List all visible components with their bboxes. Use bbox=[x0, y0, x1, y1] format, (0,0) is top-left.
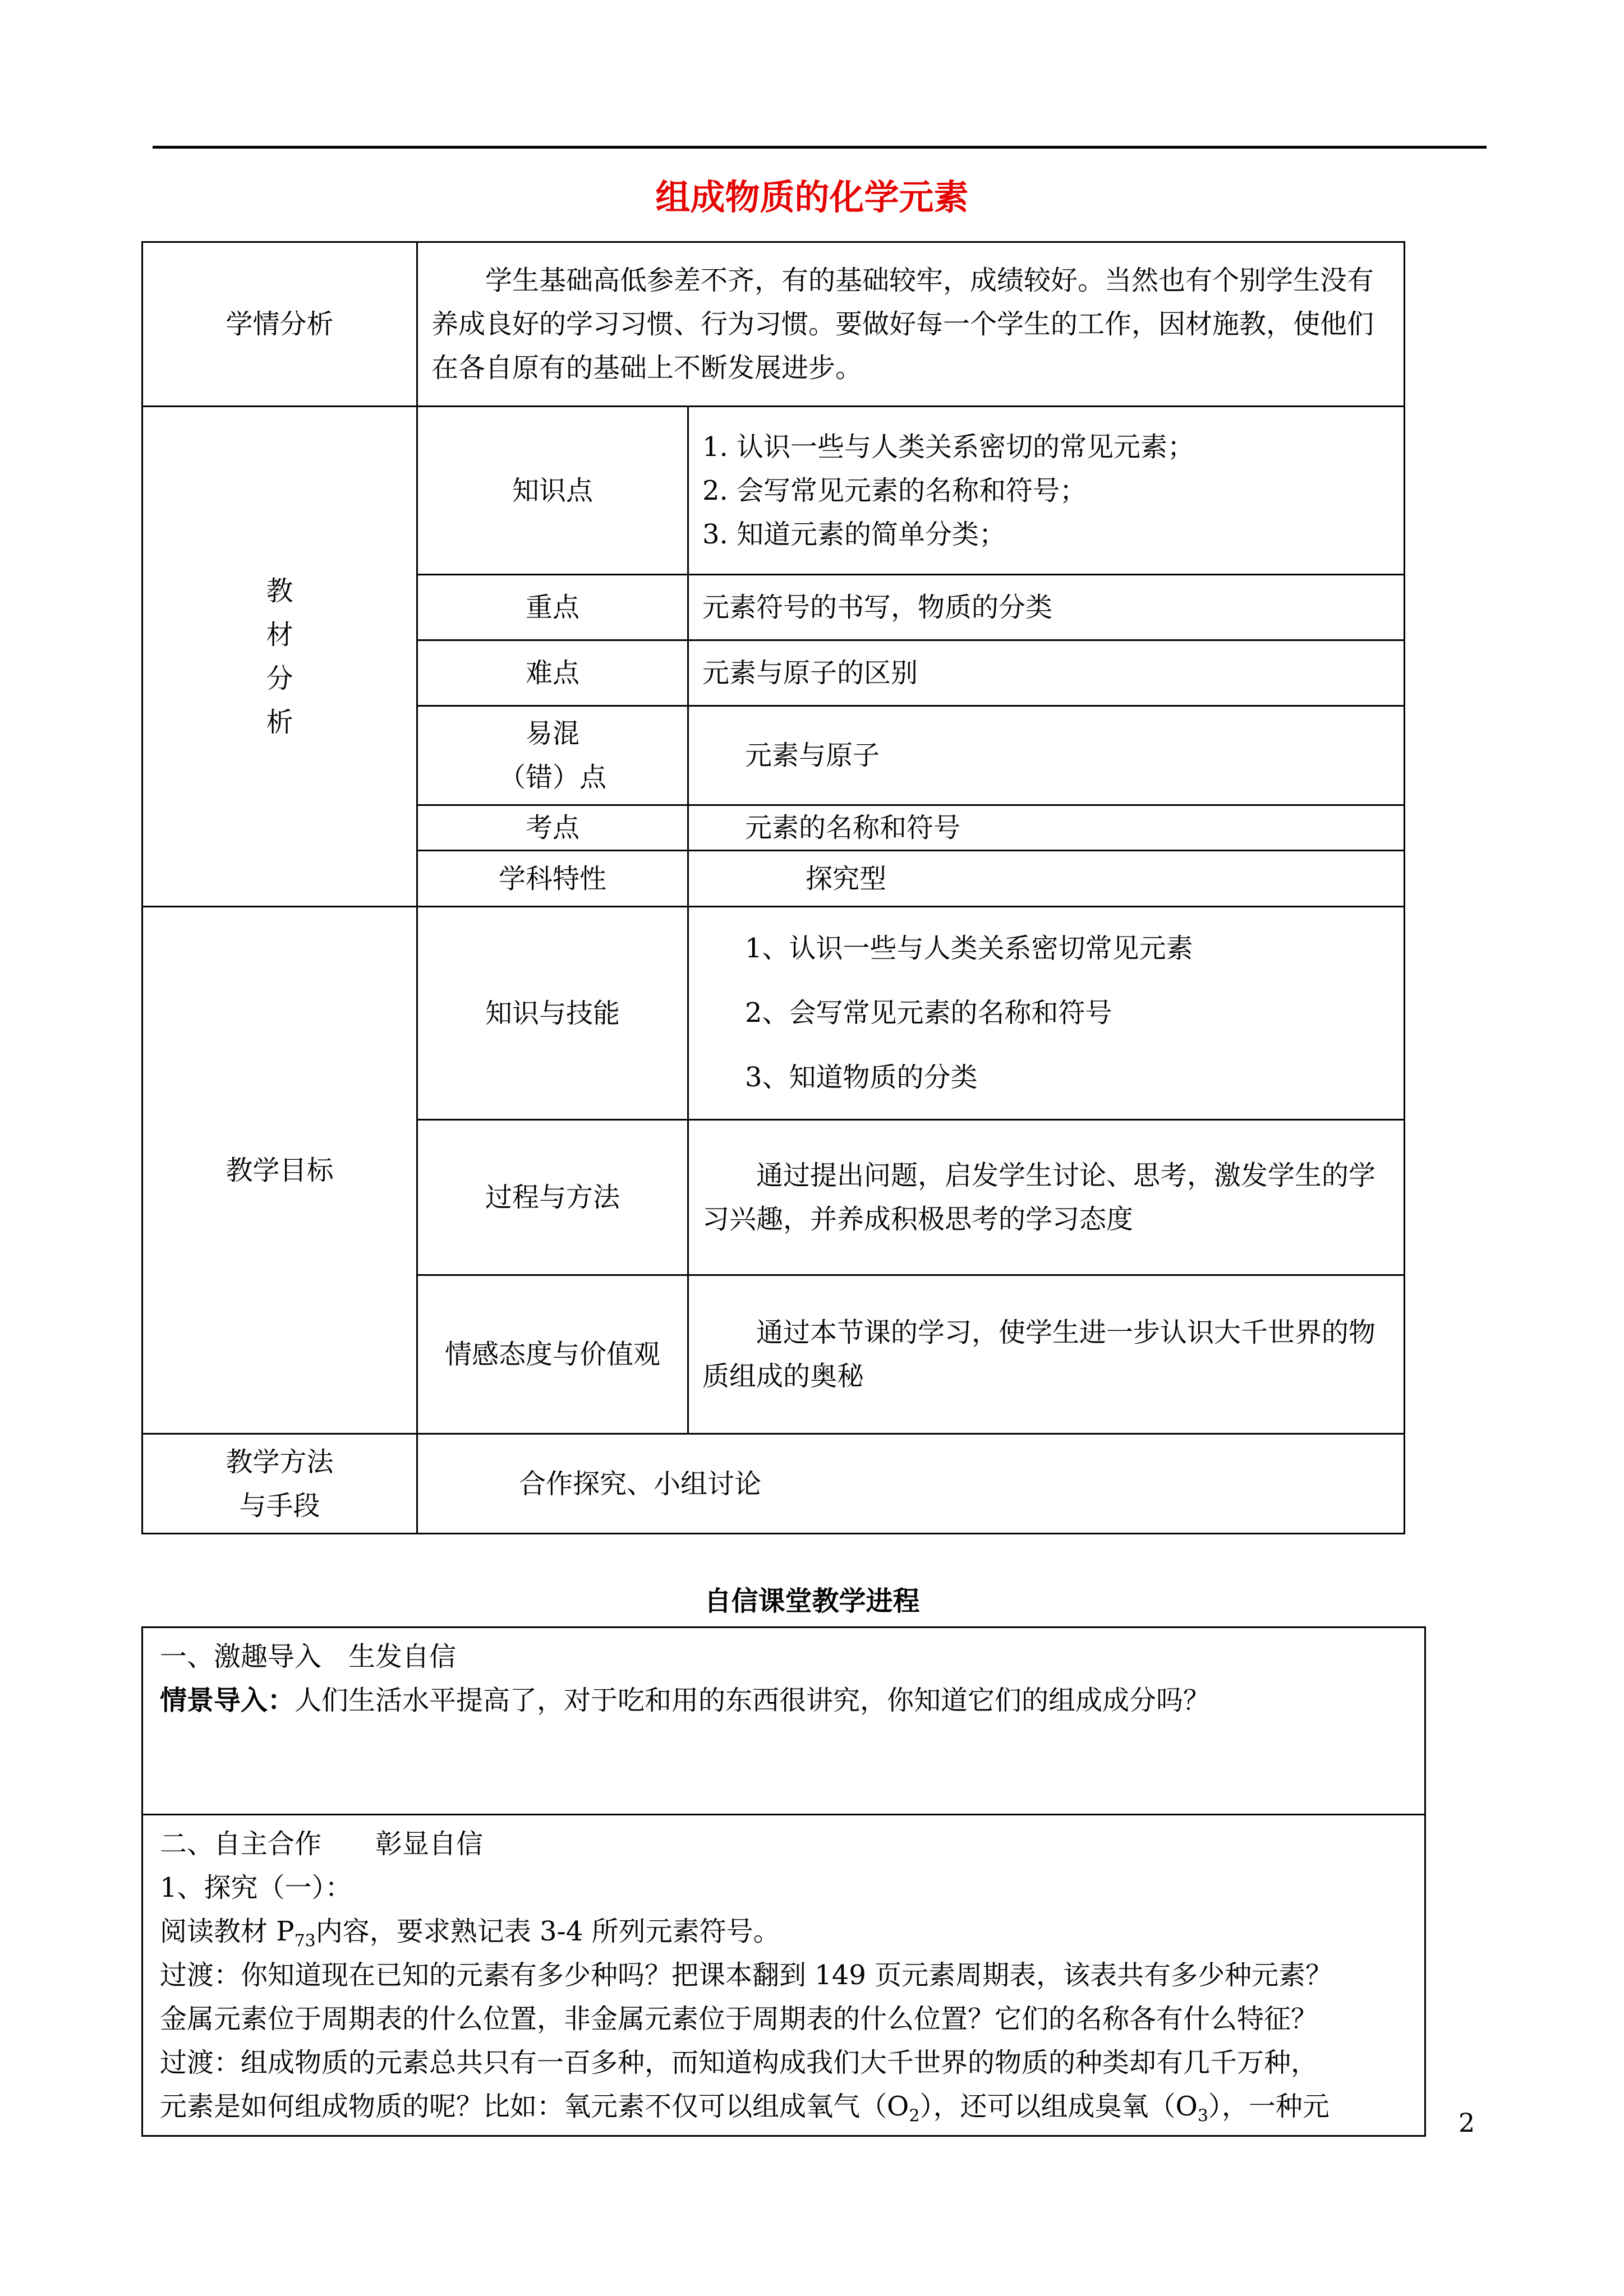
key-point-value: 元素符号的书写，物质的分类 bbox=[688, 575, 1405, 640]
section2-transition-2b: 元素是如何组成物质的呢？比如：氧元素不仅可以组成氧气$(O_2)$，还可以组成臭氧$(O_3)$，一种元 bbox=[160, 2091, 1329, 2126]
subject-trait-label: 学科特性 bbox=[417, 851, 688, 907]
knowledge-point-label: 知识点 bbox=[417, 407, 688, 575]
page-title: 组成物质的化学元素 bbox=[655, 177, 969, 218]
process-section bbox=[142, 1815, 1425, 2136]
section2-inquiry: 1、探究（一）： bbox=[160, 1872, 352, 1903]
exam-point-value: 元素的名称和符号 bbox=[688, 805, 1405, 851]
knowledge-skill-value: 1、认识一些与人类关系密切常见元素 2、会写常见元素的名称和符号 3、知道物质的分类 bbox=[688, 907, 1405, 1120]
knowledge-point-value: 1. 认识一些与人类关系密切的常见元素； 2. 会写常见元素的名称和符号； 3. 知道元素的简单分类； bbox=[688, 407, 1405, 575]
attitude-values-value: 通过本节课的学习，使学生进一步认识大千世界的物质组成的奥秘 bbox=[688, 1275, 1405, 1434]
student-analysis-row bbox=[142, 242, 1405, 407]
teaching-goals-label: 教学目标 bbox=[142, 907, 417, 1434]
section2-transition-2: 过渡：组成物质的元素总共只有一百多种，而知道构成我们大千世界的物质的种类却有几千万种， bbox=[160, 2047, 1318, 2078]
goals-row bbox=[142, 907, 1405, 1120]
process-method-value: 通过提出问题，启发学生讨论、思考，激发学生的学习兴趣，并养成积极思考的学习态度 bbox=[688, 1120, 1405, 1275]
student-analysis-label: 学情分析 bbox=[142, 242, 417, 407]
methods-label: 教学方法 与手段 bbox=[142, 1434, 417, 1534]
exam-point-label: 考点 bbox=[417, 805, 688, 851]
teaching-process-table bbox=[141, 1626, 1426, 2137]
section2-reading: 阅读教材 $P_{73}$内容，要求熟记表 3-4 所列元素符号。 bbox=[160, 1916, 780, 1951]
confusion-label: 易混 （错）点 bbox=[417, 706, 688, 805]
section2-heading: 二、自主合作 彰显自信 bbox=[160, 1828, 484, 1860]
attitude-values-label: 情感态度与价值观 bbox=[417, 1275, 688, 1434]
subject-trait-value: 探究型 bbox=[688, 851, 1405, 907]
knowledge-skill-label: 知识与技能 bbox=[417, 907, 688, 1120]
material-row bbox=[142, 407, 1405, 575]
key-point-label: 重点 bbox=[417, 575, 688, 640]
methods-row bbox=[142, 1434, 1405, 1534]
page-number: 2 bbox=[1459, 2108, 1475, 2138]
process-method-label: 过程与方法 bbox=[417, 1120, 688, 1275]
header-rule bbox=[153, 146, 1487, 149]
section2-transition-1b: 金属元素位于周期表的什么位置，非金属元素位于周期表的什么位置？它们的名称各有什么特征？ bbox=[160, 2003, 1318, 2035]
methods-value: 合作探究、小组讨论 bbox=[417, 1434, 1405, 1534]
difficulty-label: 难点 bbox=[417, 640, 688, 706]
section1-intro: 情景导入：人们生活水平提高了，对于吃和用的东西很讲究，你知道它们的组成成分吗？ bbox=[160, 1685, 1211, 1716]
section2-transition-1: 过渡：你知道现在已知的元素有多少种吗？把课本翻到 149 页元素周期表，该表共有多少种元素？ bbox=[160, 1960, 1333, 1991]
process-section bbox=[142, 1628, 1425, 1815]
section-cooperation bbox=[142, 1815, 1425, 2136]
section-intro bbox=[142, 1628, 1425, 1815]
material-analysis-label: 教 材 分 析 bbox=[142, 407, 417, 907]
student-analysis-text: 学生基础高低参差不齐，有的基础较牢，成绩较好。当然也有个别学生没有养成良好的学习习惯、行为习惯。要做好每一个学生的工作，因材施教，使他们在各自原有的基础上不断发展进步。 bbox=[417, 242, 1405, 407]
confusion-value: 元素与原子 bbox=[688, 706, 1405, 805]
difficulty-value: 元素与原子的区别 bbox=[688, 640, 1405, 706]
section1-heading: 一、激趣导入 生发自信 bbox=[160, 1641, 457, 1672]
lesson-plan-table bbox=[141, 241, 1405, 1534]
process-section-title: 自信课堂教学进程 bbox=[704, 1585, 920, 1617]
